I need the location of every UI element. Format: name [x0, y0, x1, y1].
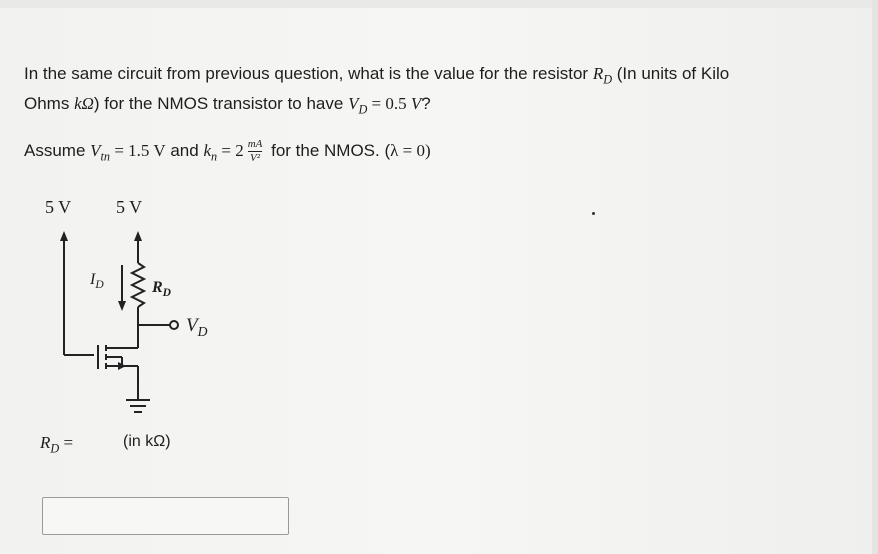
kn-unit-fraction — [248, 139, 263, 164]
question-text: Ohms — [24, 94, 75, 113]
volt-unit: V — [410, 94, 422, 113]
answer-equals: = — [59, 433, 74, 452]
question-text-mid: ) for the NMOS transistor to have — [93, 94, 349, 113]
question-mark: ? — [421, 94, 431, 113]
supply-arrow-right — [134, 231, 142, 241]
resistor-subscript: D — [603, 72, 613, 87]
answer-input[interactable] — [42, 497, 289, 535]
vtn-variable: V — [90, 141, 101, 160]
assumption-line — [24, 139, 431, 168]
lambda-symbol: λ — [390, 141, 399, 160]
supply-arrow-left — [60, 231, 68, 241]
vd-subscript: D — [358, 102, 368, 117]
right-edge — [872, 0, 878, 554]
circuit-schematic — [30, 195, 230, 425]
answer-rd-variable: R — [40, 433, 51, 452]
kn-unit-denominator: V² — [250, 152, 261, 165]
kn-value: = 2 — [217, 141, 244, 160]
vd-variable: V — [348, 94, 359, 113]
resistor-variable: R — [592, 64, 604, 83]
vd-value: = 0.5 — [367, 94, 411, 113]
for-nmos-text: for the NMOS. ( — [266, 141, 391, 160]
assume-text: Assume — [24, 141, 91, 160]
question-text-tail: (In units of Kilo — [612, 64, 730, 83]
unit-kohm: kΩ — [74, 94, 94, 113]
answer-label — [40, 433, 73, 456]
resistor-label: $R_D$ — [152, 279, 171, 300]
current-label: $I_D$ — [90, 271, 104, 292]
current-arrow-head — [118, 301, 126, 311]
question-line-1 — [24, 62, 729, 91]
top-edge — [0, 0, 878, 8]
kn-variable: k — [203, 141, 211, 160]
lambda-value: = 0) — [398, 141, 431, 160]
answer-rd-subscript: D — [50, 441, 60, 456]
vtn-value: = 1.5 V — [110, 141, 166, 160]
question-text: In the same circuit from previous question, what is the value for the resistor — [24, 64, 593, 83]
stray-dot — [592, 212, 595, 215]
kn-subscript: n — [210, 149, 218, 164]
answer-unit-label: (in kΩ) — [123, 433, 171, 450]
vd-node-label: $V_D$ — [186, 315, 208, 339]
kn-unit-numerator: mA — [247, 138, 263, 151]
supply-left-label: 5 V — [45, 197, 72, 217]
question-line-2 — [24, 92, 431, 121]
vd-terminal — [170, 321, 178, 329]
vtn-subscript: tn — [100, 149, 111, 164]
circuit-diagram — [30, 195, 230, 425]
supply-right-label: 5 V — [116, 197, 143, 217]
and-text: and — [165, 141, 204, 160]
